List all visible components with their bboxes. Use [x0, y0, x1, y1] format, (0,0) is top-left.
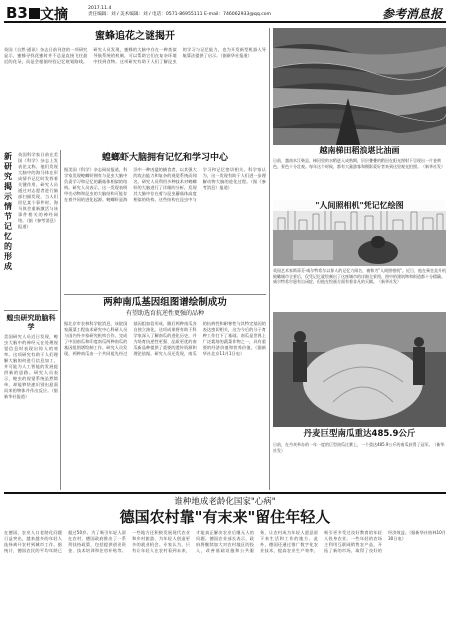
article-pumpkin-title: 两种南瓜基因组图谱绘制成功	[103, 297, 227, 308]
article-episodic-title: 新研究揭示情节记忆的形成	[4, 152, 12, 271]
article-episodic	[4, 152, 58, 307]
article-locust	[4, 314, 58, 490]
article-germany-kicker: 谁种地成老龄化国家"心病"	[174, 497, 276, 507]
article-locust-title: 蝗虫研究助脑科学	[6, 314, 56, 331]
rule	[4, 310, 58, 311]
article-pumpkin	[64, 297, 266, 489]
section-square-icon	[29, 8, 40, 19]
pumpkin-photo	[273, 312, 446, 427]
issue-date: 2017.11.4	[88, 6, 112, 11]
masthead	[4, 3, 446, 23]
page-number: B3	[6, 4, 40, 22]
pumpkin-image	[273, 312, 446, 427]
article-mantis-body: 据美国《科学》杂志网站报道，科学家发现蝗螂虾拥有与昆虫大脑中负责学习和记忆的蘑菇体相似的结构。研究人员表示，这一发现表明甲壳动物和昆虫的大脑结构可能存在着共同的进化起源。蝗螂虾是海洋中一种凶猛的捕食者，以其强大的攻击能力和复杂的视觉系统而闻名。研究人员利用多种技术对蝗螂虾的大脑进行了详细的分析，发现其大脑中存在着与昆虫蘑菇体高度相似的结构。这些结构在昆虫中与学习和记忆密切相关。科学家认为，这一发现有助于人们进一步理解动物大脑的进化过程。（据《参考消息》报道）	[64, 167, 266, 202]
column-divider	[269, 28, 270, 490]
pumpkin-photo-title: 丹麦巨型南瓜重达485.9公斤	[303, 429, 416, 439]
article-mantis-title: 蝗螂虾大脑拥有记忆和学习中心	[101, 153, 228, 163]
city-drawing-caption: 英国艺术家斯蒂芬·威尔特希尔以惊人的记忆力闻名，被称为"人间照相机"。近日，他在乘坐直升机俯瞰城市全景后，仅凭记忆就绘制出了这座城市的详细全景图，图中的建筑物和街道都十分精确。威尔特希尔患有自闭症，但他在绘画方面有着非凡的天赋。（新华社发）	[273, 268, 446, 284]
section-name: 文摘	[40, 7, 68, 23]
article-mantis	[64, 152, 266, 292]
article-germany-title: 德国农村靠"有末来"留住年轻人	[119, 508, 331, 526]
terrace-caption: 日前，越南木江柴县，梯田里的水稻进入成熟期，层层叠叠的稻田在阳光照射下呈现出一片金黄色，景色十分壮观。每年这个时候，都有大量游客和摄影爱好者来到这里观光拍照。（新华社发）	[273, 158, 445, 169]
masthead-meta	[88, 6, 278, 18]
article-episodic-body: 英国科学家日前在美国《科学》杂志上发表论文称，他们发现大脑中的海马体在形成情节记忆时发挥着关键作用。研究人员通过对志愿者进行脑部扫描发现，当人们回忆某个事件时，海马体会重新激活与该事件相关的神经网络。（据《参考消息》报道）	[18, 152, 58, 229]
article-germany	[4, 496, 446, 636]
section-divider	[4, 492, 446, 494]
article-bee	[4, 30, 266, 150]
article-germany-body: 在德国，农业人口老龄化问题日益突出，越来越多的年轻人选择离开农村到城市工作。据统计，德国农民的平均年龄已超过50岁。为了吸引年轻人留在农村，德国政府推出了一系列扶持政策，包括提供创业资金、技术培训和住房补贴等。一些地方还积极发展现代农业和乡村旅游，为年轻人创造更多的就业机会。专家认为，只有让年轻人在农村看到未来，才能真正解决农业后继无人的问题。德国农业部长表示，政府将继续加大对农村地区的投入，改善基础设施和公共服务，让农村成为年轻人愿意留下来生活和工作的地方。此外，德国还通过推广数字化农业技术，提高农业生产效率，吸引更多受过良好教育的年轻人投身农业。一些年轻的农场主利用互联网销售农产品，开拓了新的市场，取得了良好的经济效益。（据新华社柏林10月30日电）	[4, 530, 446, 553]
editor-contact: 责任编辑：刘 / 美术编辑：刘 / 电话：0571-86955111 E-mail：746062933@qq.com	[88, 12, 272, 17]
article-bee-body: 英国《自然·通讯》杂志日前刊登的一项研究显示，蜜蜂寻找花蜜时并不总是直接飞往最近的花朵，而是会根据经验记忆规划路线。研究人员发现，蜜蜂的大脑中存在一种类似导航系统的机制，可以帮助它们在复杂环境中找到食物。这项研究有助于人们了解昆虫的学习与记忆能力，也为开发新型机器人导航算法提供了启示。（据新华社报道）	[4, 47, 266, 64]
rule	[64, 294, 266, 295]
newspaper-logo: 参考消息报	[381, 7, 442, 21]
terrace-photo	[273, 28, 446, 156]
pumpkin-caption: 日前，在丹麦举办的一年一度的巨型南瓜比赛上，一个重达485.9公斤的南瓜获得了冠军。（新华社发）	[273, 442, 445, 453]
terrace-photo-title: 越南梯田稻浪堪比油画	[273, 145, 446, 156]
city-drawing-title: "人间照相机"凭记忆绘图	[273, 200, 446, 211]
article-locust-body: 美国研究人员近日发现，蝗虫大脑中的神经元在处理视觉信息时表现出惊人的效率。这项研究有助于人们理解大脑如何进行信息加工，并可能为人工智能的发展提供新的思路。研究人员表示，蝗虫的视觉系统虽然简单，却能够快速识别出迎面而来的物体并作出反应。（据新华社报道）	[4, 334, 58, 399]
terrace-image	[273, 28, 446, 156]
article-bee-title: 蜜蜂追花之谜揭开	[95, 31, 175, 42]
city-drawing-photo	[273, 200, 446, 266]
article-pumpkin-body: 据北京市农林科学院消息，该院国家蔬菜工程技术研究中心科研人员与国内外多家研究机构合作，完成了中国南瓜和印度南瓜两种南瓜的基因组图谱绘制工作。研究人员发现，两种南瓜由一个共同祖先经过基因组加倍形成，随后两种南瓜各自独立演化。这项成果将有助于科学家深入了解南瓜的进化历史，并为培育抗逆性更强、品质更优的南瓜新品种提供了重要的遗传资源和理论依据。研究人员还发现，南瓜的抗病性和耐寒性与其特定基因的表达密切相关，这为今后的分子育种工作打下了基础。南瓜是世界上广泛栽培的蔬菜作物之一，具有重要的经济价值和营养价值。（据新华社北京11月1日电）	[64, 321, 266, 356]
column-divider	[60, 150, 61, 490]
article-pumpkin-subtitle: 有望助选育抗逆性更强的品种	[125, 310, 204, 317]
